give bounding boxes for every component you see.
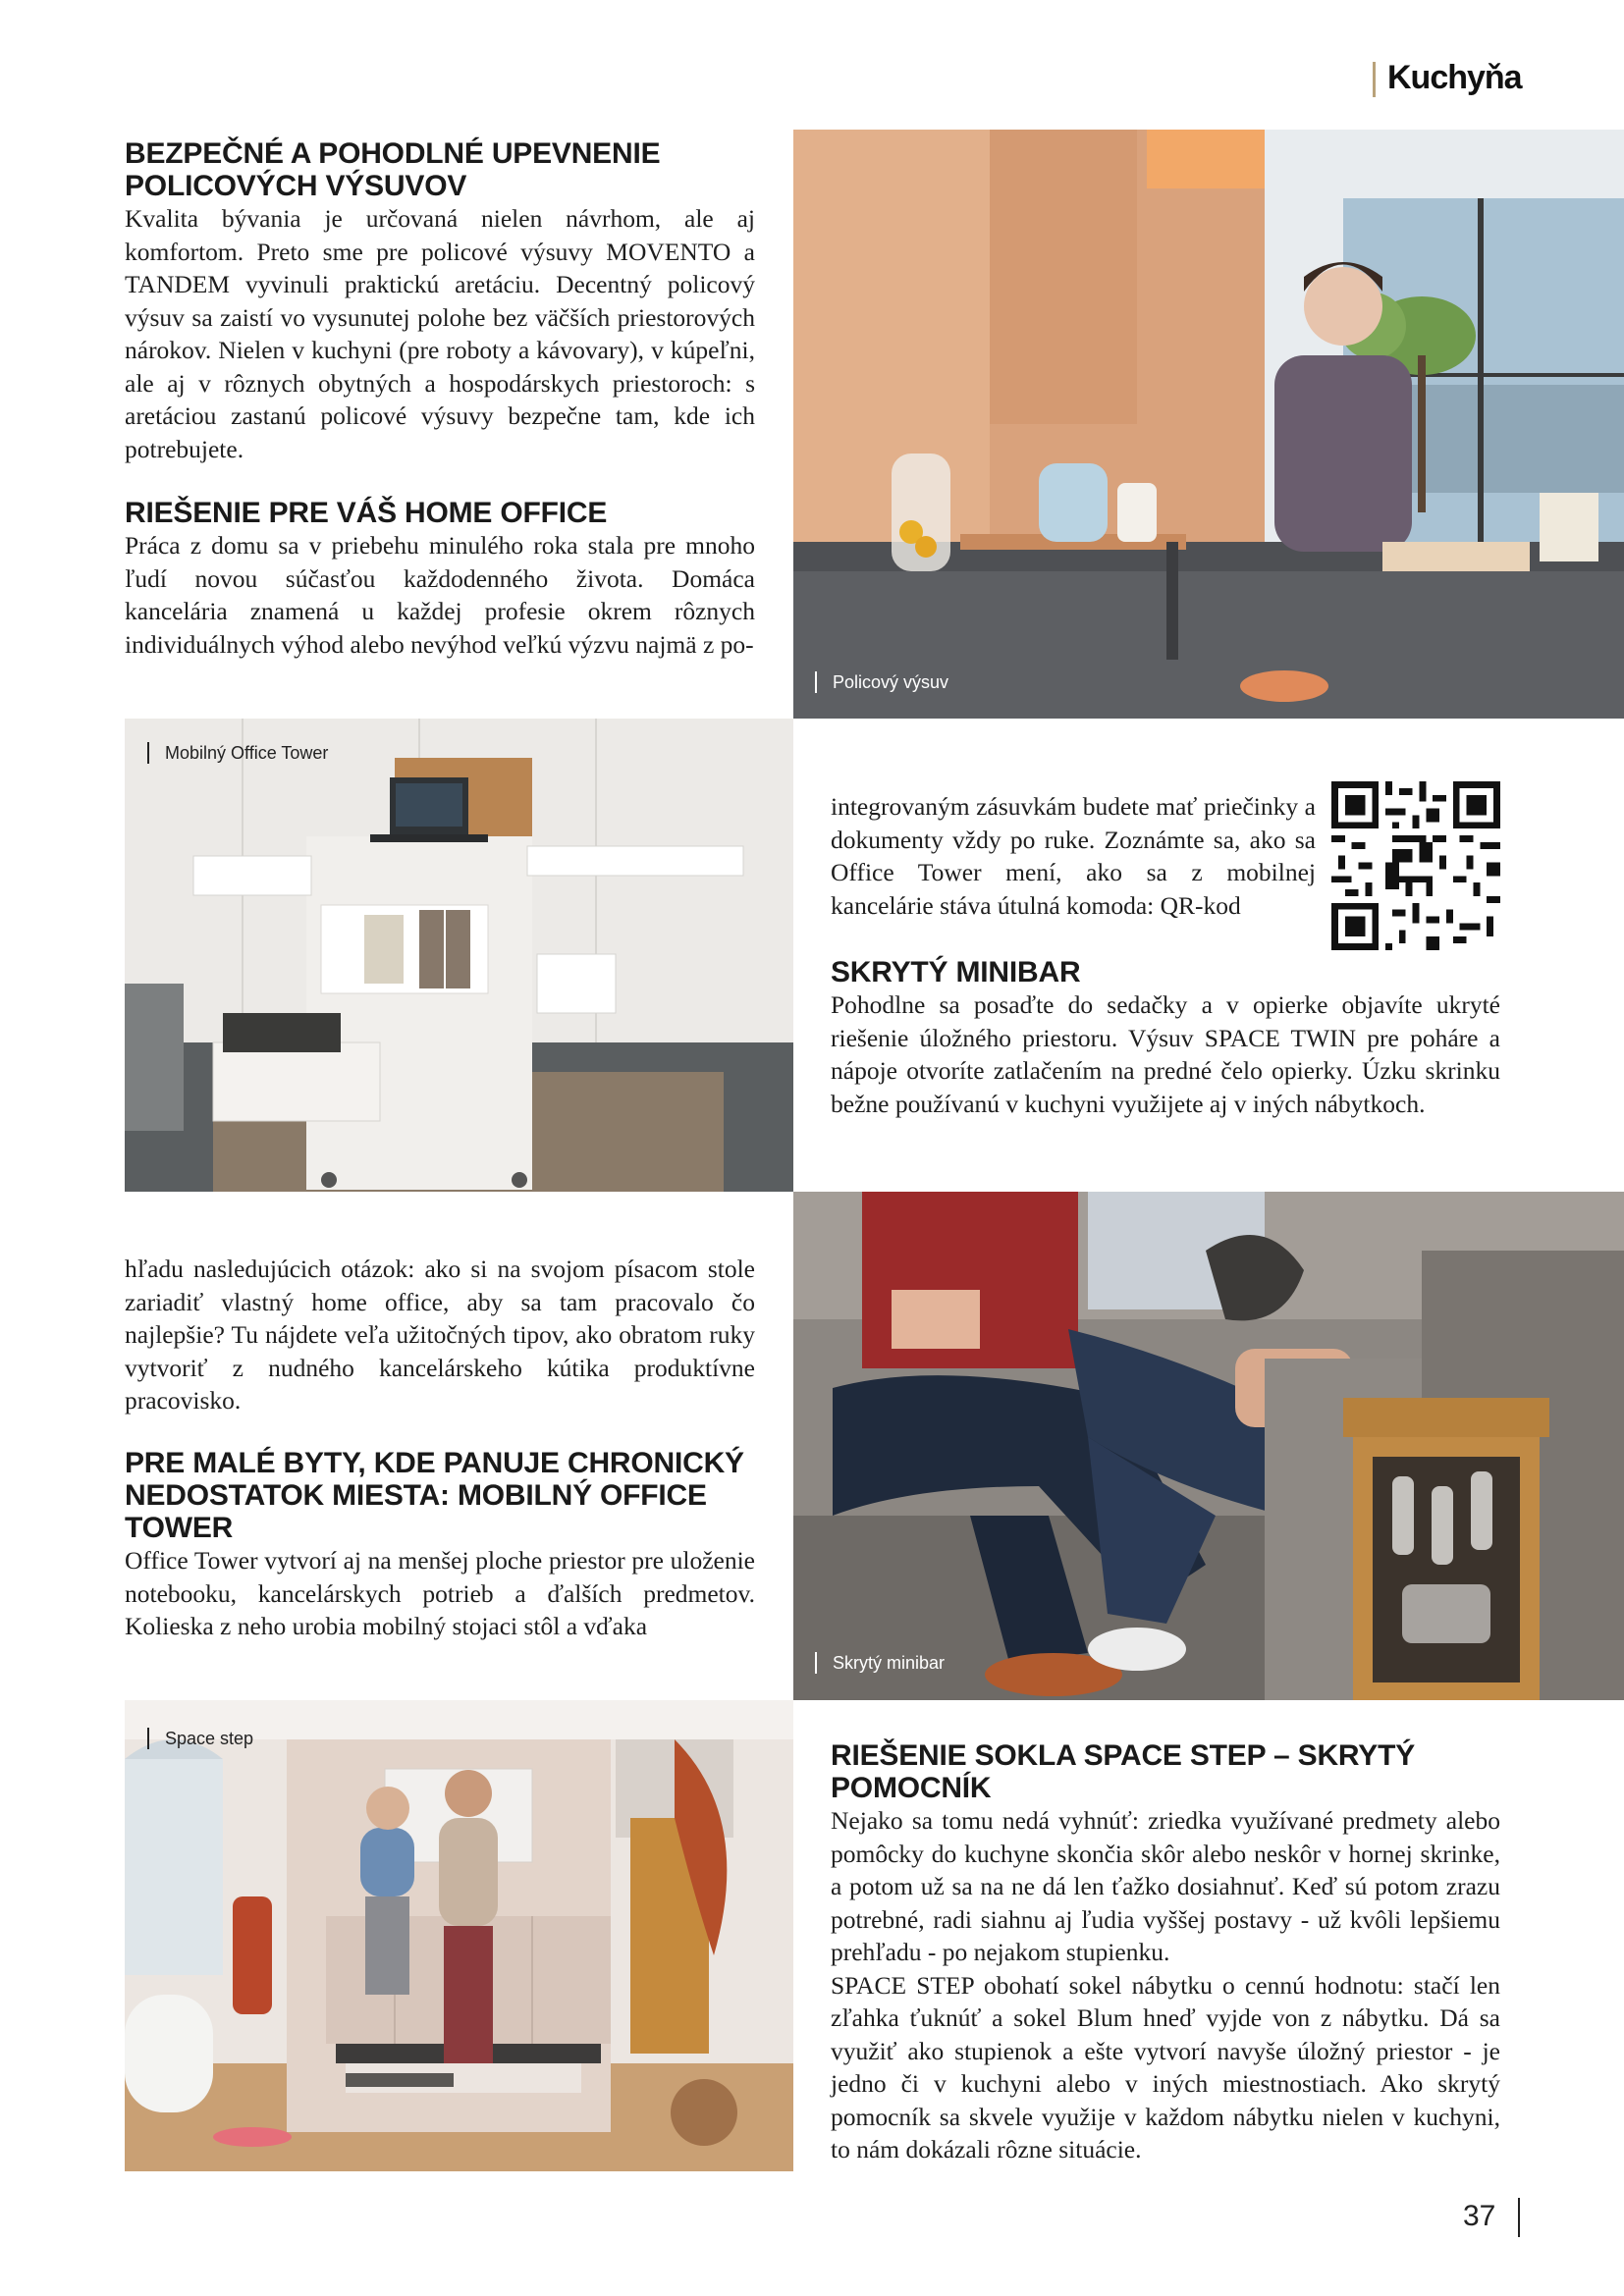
office-scene	[125, 719, 793, 1192]
minibar-scene	[793, 1192, 1624, 1700]
office-tower-photo	[125, 719, 793, 1192]
section-shelf-pullout	[125, 137, 755, 465]
qr-code[interactable]	[1331, 781, 1500, 950]
space-step-caption: Space step	[147, 1728, 253, 1749]
section5-body2: SPACE STEP obohatí sokel nábytku o cennú hodnotu: stačí len zľahka ťuknúť a sokel Blum hneď vyjde von z nábytku. Dá sa využiť ako stupienok a ešte vytvorí navyše úložný priestor - je jedno či v kuchyni alebo v iných miestnostiach. Ako skrytý pomocník sa skvele využije v každom nábytku nielen v kuchyni, to nám dokázali rôzne situácie.	[831, 1970, 1500, 2163]
section3-title: PRE MALÉ BYTY, KDE PANUJE CHRONICKÝ NEDOSTATOK MIESTA: MOBILNÝ OFFICE TOWER	[125, 1447, 744, 1544]
section-home-office-cont	[125, 1253, 755, 1417]
qr-code-icon	[1331, 781, 1500, 950]
kitchen-caption: Policový výsuv	[815, 671, 948, 693]
section5-title: RIEŠENIE SOKLA SPACE STEP – SKRYTÝ POMOCNÍK	[831, 1739, 1416, 1804]
section4-body: Pohodlne sa posaďte do sedačky a v opierke objavíte ukryté riešenie úložného priestoru. Výsuv SPACE TWIN pre poháre a nápoje otvoríte zatlačením na predné čelo opierky. Úzku skrinku bežne používanú v kuchyni využijete aj v iných nábytkoch.	[831, 990, 1500, 1118]
section-office-tower	[125, 1447, 755, 1643]
page-number	[1463, 2197, 1520, 2236]
section2-title: RIEŠENIE PRE VÁŠ HOME OFFICE	[125, 497, 608, 529]
logo-mark-icon	[1373, 62, 1385, 97]
section-home-office	[125, 497, 755, 661]
page-number-divider	[1518, 2198, 1520, 2237]
office-caption: Mobilný Office Tower	[147, 742, 328, 764]
minibar-photo	[793, 1192, 1624, 1700]
section2-body-part2: hľadu nasledujúcich otázok: ako si na svojom písacom stole zariadiť vlastný home office, aby sa tam pracovalo čo najlepšie? Tu nájdete veľa užitočných tipov, ako obratom ruky vytvoriť z nudného kancelárskeho kútika produktívne pracovisko.	[125, 1255, 755, 1415]
space-step-photo	[125, 1700, 793, 2171]
section-minibar	[831, 956, 1500, 1120]
section4-title: SKRYTÝ MINIBAR	[831, 956, 1081, 988]
page-number-text: 37	[1463, 2200, 1496, 2232]
section1-body: Kvalita bývania je určovaná nielen návrhom, ale aj komfortom. Preto sme pre policové výsuvy MOVENTO a TANDEM vyvinuli praktickú aretáciu. Decentný policový výsuv sa zaistí vo vysunutej polohe bez väčších priestorových nárokov. Nielen v kuchyni (pre roboty a kávovary), v kúpeľni, ale aj v rôznych obytných a hospodárskych priestoroch: s aretáciou zastanú policové výsuvy bezpečne tam, kde ich potrebujete.	[125, 204, 755, 463]
section3-body-part2: integrovaným zásuvkám budete mať priečinky a dokumenty vždy po ruke. Zoznámte sa, ako sa Office Tower mení, ako sa z mobilnej kancelárie stáva útulná komoda: QR-kod	[831, 792, 1316, 920]
section2-body-part1: Práca z domu sa v priebehu minulého roka stala pre mnoho ľudí novou súčasťou každodenného života. Domáca kancelária znamená u každej profesie okrem rôznych individuálnych výhod alebo nevýhod veľkú výzvu najmä z po-	[125, 531, 755, 659]
logo-text: Kuchyňa	[1387, 59, 1522, 96]
bathroom-scene	[125, 1700, 793, 2171]
kitchen-photo	[793, 130, 1624, 719]
section1-title: BEZPEČNÉ A POHODLNÉ UPEVNENIE POLICOVÝCH VÝSUVOV	[125, 137, 661, 202]
magazine-logo	[1373, 59, 1522, 104]
kitchen-scene	[793, 130, 1624, 719]
section-space-step	[831, 1739, 1500, 2166]
minibar-caption: Skrytý minibar	[815, 1652, 945, 1674]
section3-body-part1: Office Tower vytvorí aj na menšej ploche priestor pre uloženie notebooku, kancelárskych potrieb a ďalších predmetov. Kolieska z neho urobia mobilný stojaci stôl a vďaka	[125, 1546, 755, 1640]
section5-body1: Nejako sa tomu nedá vyhnúť: zriedka využívané predmety alebo pomôcky do kuchyne skončia skôr alebo neskôr v hornej skrinke, a potom už sa na ne dá len ťažko dosiahnuť. Keď sú potom zrazu potrebné, radi siahnu aj ľudia vyššej postavy - už kvôli lepšiemu prehľadu - po nejakom stupienku.	[831, 1806, 1500, 1966]
